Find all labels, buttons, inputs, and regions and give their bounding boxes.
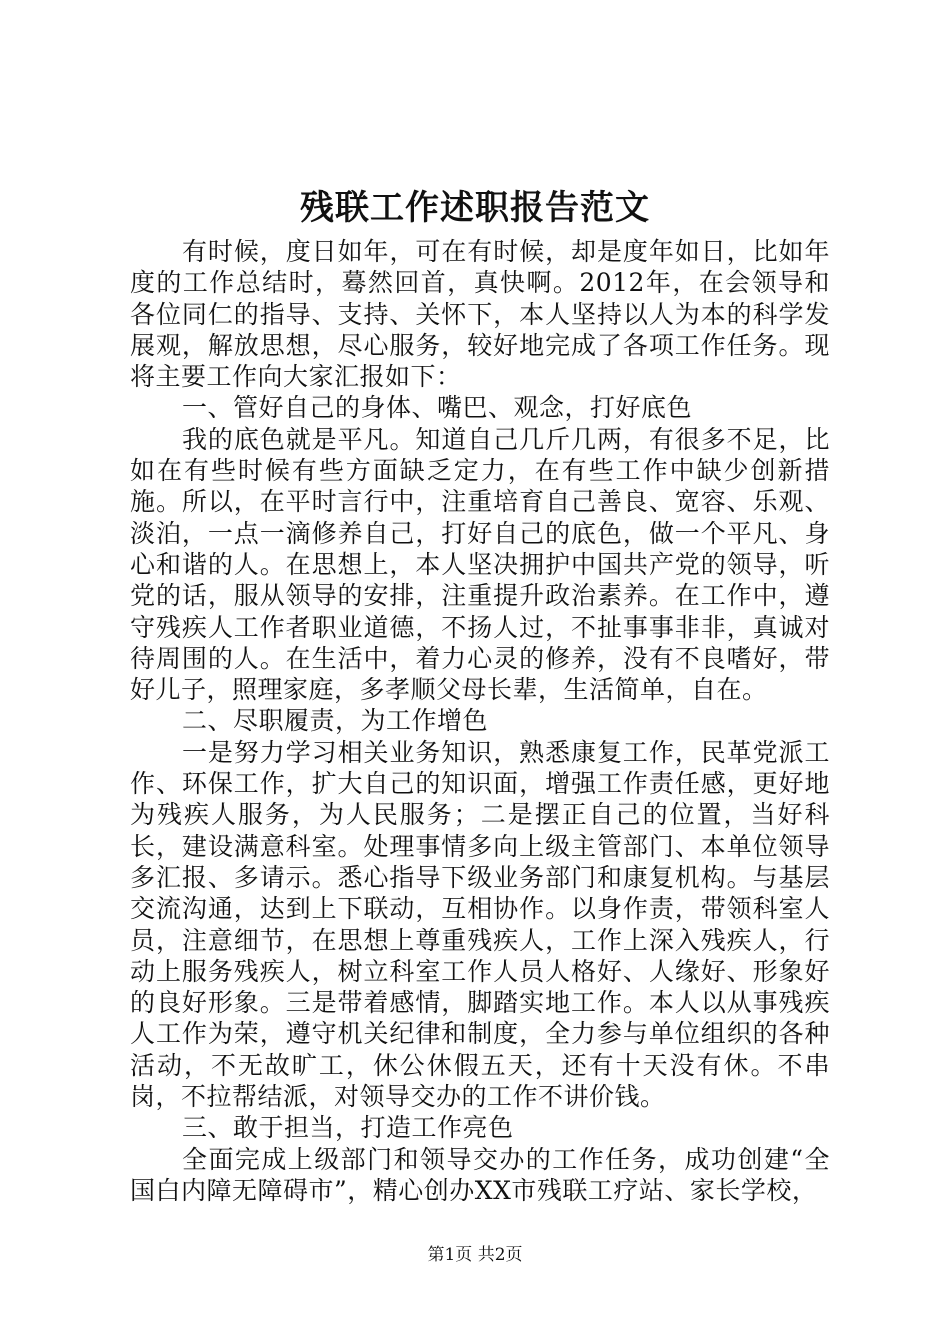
document-title: 残联工作述职报告范文 (300, 188, 650, 228)
paragraph-section-1: 我的底色就是平凡。知道自己几斤几两，有很多不足，比如在有些时候有些方面缺乏定力，在有些工作中缺少创新措施。所以，在平时言行中，注重培育自己善良、宽容、乐观、淡泊，一点一滴修养自己，打好自己的底色，做一个平凡、身心和谐的人。在思想上，本人坚决拥护中国共产党的领导，听党的话，服从领导的安排，注重提升政治素养。在工作中，遵守残疾人工作者职业道德，不扬人过，不扯事事非非，真诚对待周围的人。在生活中，着力心灵的修养，没有不良嗜好，带好儿子，照理家庭，多孝顺父母长辈，生活简单，自在。 (130, 424, 830, 705)
paragraph-section-3: 全面完成上级部门和领导交办的工作任务，成功创建“全国白内障无障碍市”，精心创办XX市残联工疗站、家长学校， (130, 1144, 830, 1205)
section-heading-3: 三、敢于担当，打造工作亮色 (182, 1113, 514, 1143)
document-body (130, 236, 830, 1206)
paragraph-intro: 有时候，度日如年，可在有时候，却是度年如日，比如年度的工作总结时，蓦然回首，真快啊。2012年，在会领导和各位同仁的指导、支持、关怀下，本人坚持以人为本的科学发展观，解放思想，尽心服务，较好地完成了各项工作任务。现将主要工作向大家汇报如下： (130, 237, 830, 392)
page-number-footer: 第1页 共2页 (427, 1245, 523, 1265)
section-heading-1: 一、管好自己的身体、嘴巴、观念，打好底色 (182, 393, 693, 423)
paragraph-section-2: 一是努力学习相关业务知识，熟悉康复工作，民革党派工作、环保工作，扩大自己的知识面，增强工作责任感，更好地为残疾人服务，为人民服务；二是摆正自己的位置，当好科长，建设满意科室。处理事情多向上级主管部门、本单位领导多汇报、多请示。悉心指导下级业务部门和康复机构。与基层交流沟通，达到上下联动，互相协作。以身作责，带领科室人员，注意细节，在思想上尊重残疾人，工作上深入残疾人，行动上服务残疾人，树立科室工作人员人格好、人缘好、形象好的良好形象。三是带着感情，脚踏实地工作。本人以从事残疾人工作为荣，遵守机关纪律和制度，全力参与单位组织的各种活动，不无故旷工，休公休假五天，还有十天没有休。不串岗，不拉帮结派，对领导交办的工作不讲价钱。 (130, 737, 830, 1112)
section-heading-2: 二、尽职履责，为工作增色 (182, 706, 489, 736)
